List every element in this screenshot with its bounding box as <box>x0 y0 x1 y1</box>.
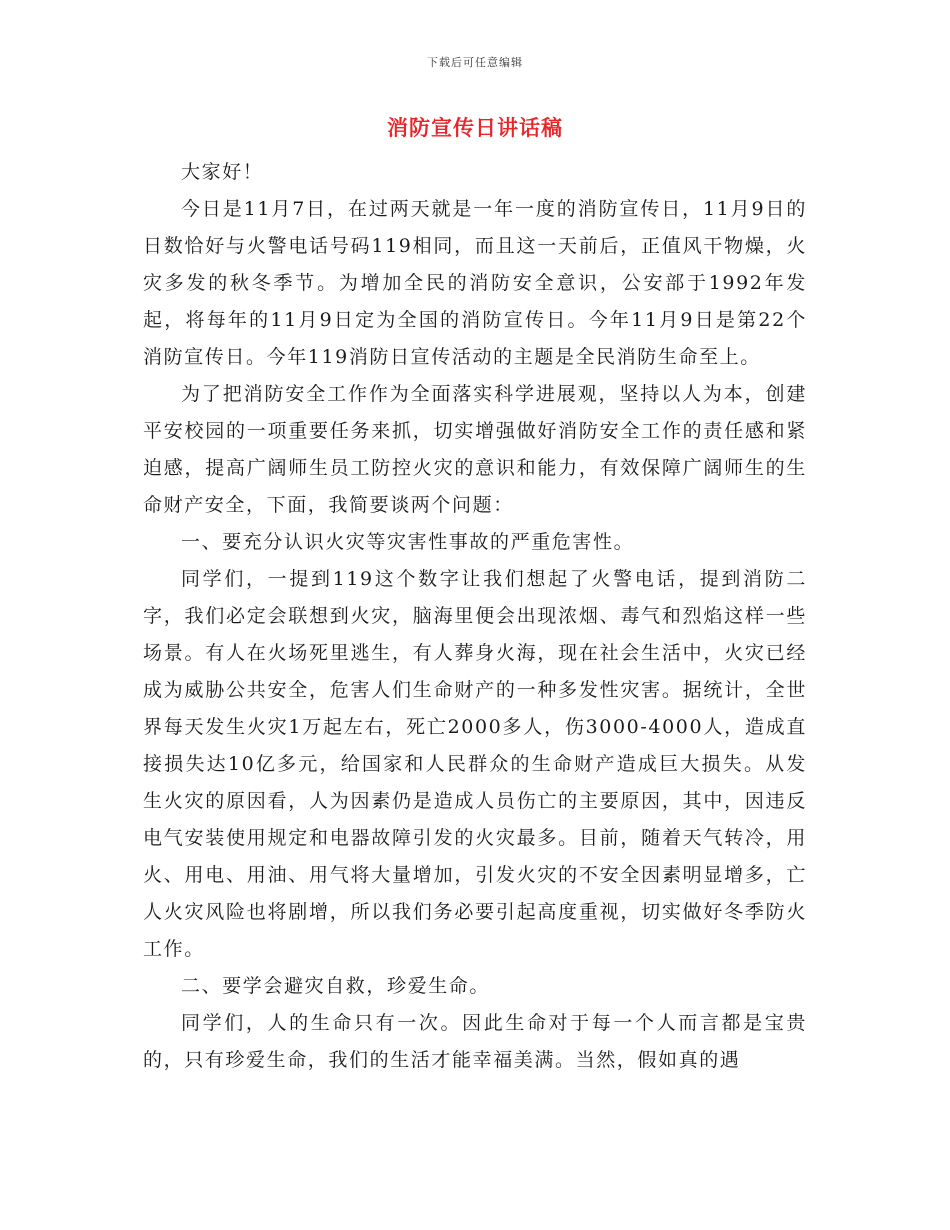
paragraph-life: 同学们，人的生命只有一次。因此生命对于每一个人而言都是宝贵的，只有珍爱生命，我们的生活才能幸福美满。当然，假如真的遇 <box>143 1012 807 1071</box>
section-heading-1: 一、要充分认识火灾等灾害性事故的严重危害性。 <box>181 531 635 553</box>
header-note: 下载后可任意编辑 <box>427 56 523 69</box>
paragraph-hazards: 同学们，一提到119这个数字让我们想起了火警电话，提到消防二字，我们必定会联想到火灾，脑海里便会出现浓烟、毒气和烈焰这样一些场景。有人在火场死里逃生，有人葬身火海，现在社会生活中，火灾已经成为威胁公共安全，危害人们生命财产的一种多发性灾害。据统计，全世界每天发生火灾1万起左右，死亡2000多人，伤3000-4000人，造成直接损失达10亿多元，给国家和人民群众的生命财产造成巨大损失。从发生火灾的原因看，人为因素仍是造成人员伤亡的主要原因，其中，因违反电气安装使用规定和电器故障引发的火灾最多。目前，随着天气转冷，用火、用电、用油、用气将大量增加，引发火灾的不安全因素明显增多，亡人火灾风险也将剧增，所以我们务必要引起高度重视，切实做好冬季防火工作。 <box>143 568 807 960</box>
paragraph-greeting: 大家好！ <box>181 161 264 183</box>
paragraph-intro: 今日是11月7日，在过两天就是一年一度的消防宣传日，11月9日的日数恰好与火警电话号码119相同，而且这一天前后，正值风干物燥，火灾多发的秋冬季节。为增加全民的消防安全意识，公安部于1992年发起，将每年的11月9日定为全国的消防宣传日。今年11月9日是第22个消防宣传日。今年119消防日宣传活动的主题是全民消防生命至上。 <box>143 198 807 368</box>
document-body <box>143 154 807 1079</box>
section-heading-2: 二、要学会避灾自救，珍爱生命。 <box>181 975 491 997</box>
document-title: 消防宣传日讲话稿 <box>387 116 563 140</box>
paragraph-purpose: 为了把消防安全工作作为全面落实科学进展观，坚持以人为本，创建平安校园的一项重要任务来抓，切实增强做好消防安全工作的责任感和紧迫感，提高广阔师生员工防控火灾的意识和能力，有效保障广阔师生的生命财产安全，下面，我简要谈两个问题： <box>143 383 807 516</box>
